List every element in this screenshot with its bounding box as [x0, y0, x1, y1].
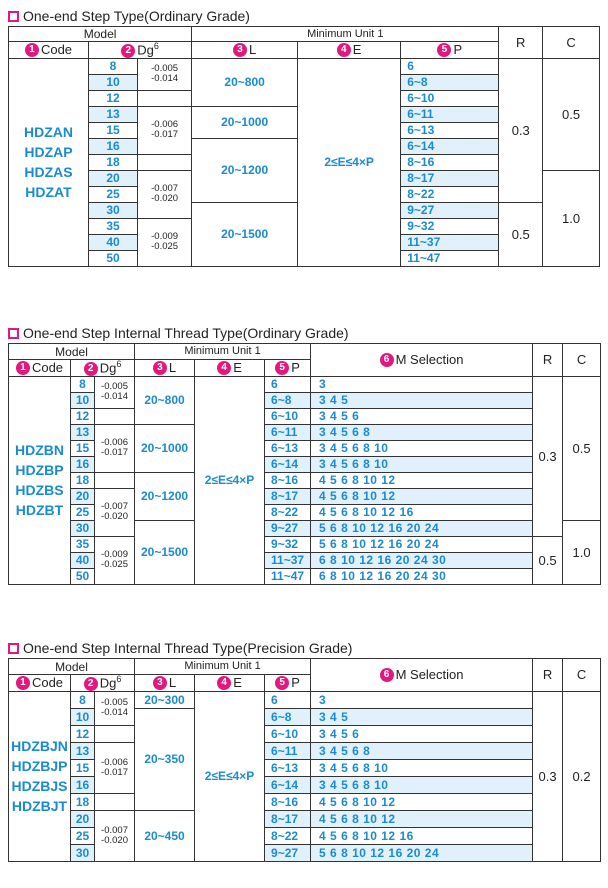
number-3-icon: 3	[233, 43, 247, 57]
m-selection-cell: 4 5 6 8 10 12 16	[311, 504, 533, 520]
model-header: Model	[9, 344, 135, 360]
dg-cell: 10	[88, 74, 137, 90]
dg-header: 2 Dg$^6$	[71, 360, 135, 377]
dg-cell: 18	[71, 793, 95, 810]
m-selection-cell: 3 4 5 6 8	[311, 742, 533, 759]
m-selection-cell: 6 8 10 12 16 20 24 30	[311, 568, 533, 584]
p-cell: 8~17	[265, 488, 311, 504]
e-header: 4 E	[195, 360, 265, 377]
number-4-icon: 4	[217, 361, 231, 375]
p-cell: 6~11	[401, 106, 499, 122]
tolerance-cell: -0.009 -0.025	[138, 218, 192, 266]
dg-cell: 30	[71, 844, 95, 861]
c-header: C	[563, 344, 601, 377]
m-selection-header: 6 M Selection	[311, 344, 533, 377]
number-2-icon: 2	[121, 44, 135, 58]
p-cell: 6~10	[401, 90, 499, 106]
l-range-cell: 20~1200	[135, 472, 195, 520]
number-5-icon: 5	[275, 361, 289, 375]
dg-cell: 18	[71, 472, 95, 488]
tolerance-cell: -0.005 -0.014	[95, 691, 135, 725]
m-selection-cell: 4 5 6 8 10 12	[311, 793, 533, 810]
number-4-icon: 4	[217, 676, 231, 690]
section-internal-thread-ordinary	[8, 323, 600, 585]
dg-cell: 15	[71, 759, 95, 776]
model-header: Model	[9, 27, 192, 42]
tolerance-cell: -0.007 -0.020	[95, 810, 135, 861]
dg-cell: 35	[71, 536, 95, 552]
r-value: 0.5	[533, 536, 563, 584]
l-range-cell: 20~450	[135, 810, 195, 861]
dg-cell: 8	[71, 376, 95, 392]
p-cell: 8~22	[265, 504, 311, 520]
number-3-icon: 3	[153, 361, 167, 375]
dg-cell: 8	[71, 691, 95, 708]
number-5-icon: 5	[275, 676, 289, 690]
dg-cell: 12	[71, 725, 95, 742]
number-4-icon: 4	[337, 43, 351, 57]
e-range-cell: 2≤E≤4×P	[195, 376, 265, 584]
m-selection-cell: 3 4 5 6	[311, 725, 533, 742]
m-selection-cell: 5 6 8 10 12 16 20 24	[311, 536, 533, 552]
m-selection-cell: 3 4 5 6 8 10	[311, 440, 533, 456]
m-selection-header: 6 M Selection	[311, 659, 533, 692]
p-cell: 6~10	[265, 725, 311, 742]
tolerance-blank	[95, 408, 135, 424]
r-header: R	[499, 27, 543, 59]
number-5-icon: 5	[437, 43, 451, 57]
dg-cell: 25	[71, 504, 95, 520]
c-value: 0.5	[563, 376, 601, 520]
dg-cell: 15	[71, 440, 95, 456]
c-header: C	[543, 27, 600, 59]
number-3-icon: 3	[153, 676, 167, 690]
number-2-icon: 2	[84, 677, 98, 691]
m-selection-cell: 3 4 5 6 8 10	[311, 759, 533, 776]
model-codes: HDZBN HDZBP HDZBS HDZBT	[9, 376, 71, 584]
l-header: 3 L	[135, 675, 195, 692]
dg-cell: 25	[71, 827, 95, 844]
m-selection-cell: 4 5 6 8 10 12	[311, 488, 533, 504]
section-internal-thread-precision	[8, 638, 600, 862]
l-range-cell: 20~350	[135, 708, 195, 810]
tolerance-blank	[138, 90, 192, 106]
l-range-cell: 20~300	[135, 691, 195, 708]
dg-cell: 10	[71, 708, 95, 725]
p-cell: 6~11	[265, 742, 311, 759]
p-cell: 6~14	[401, 138, 499, 154]
p-cell: 11~37	[265, 552, 311, 568]
tolerance-cell: -0.009 -0.025	[95, 536, 135, 584]
dg-cell: 35	[88, 218, 137, 234]
e-header: 4 E	[298, 42, 401, 59]
l-range-cell: 20~1500	[192, 202, 298, 266]
dg-cell: 16	[71, 456, 95, 472]
r-header: R	[533, 659, 563, 692]
tolerance-cell: -0.007 -0.020	[138, 170, 192, 218]
section-title: One-end Step Internal Thread Type(Precision Grade)	[8, 638, 600, 658]
e-header: 4 E	[195, 675, 265, 692]
p-cell: 6~10	[265, 408, 311, 424]
code-header: 1 Code	[9, 360, 71, 377]
p-cell: 6~13	[401, 122, 499, 138]
m-selection-cell: 3 4 5 6 8	[311, 424, 533, 440]
m-selection-cell: 3	[311, 691, 533, 708]
p-cell: 6~8	[401, 74, 499, 90]
tolerance-cell: -0.006 -0.017	[138, 106, 192, 154]
m-selection-cell: 3 4 5 6 8 10	[311, 776, 533, 793]
l-range-cell: 20~800	[192, 58, 298, 106]
dg-cell: 15	[88, 122, 137, 138]
p-header: 5 P	[265, 360, 311, 377]
number-1-icon: 1	[16, 676, 30, 690]
tolerance-cell: -0.006 -0.017	[95, 742, 135, 793]
p-cell: 6~14	[265, 456, 311, 472]
l-header: 3 L	[192, 42, 298, 59]
e-range-cell: 2≤E≤4×P	[298, 58, 401, 266]
p-cell: 6	[265, 376, 311, 392]
dg-cell: 8	[88, 58, 137, 74]
dg-cell: 12	[88, 90, 137, 106]
p-header: 5 P	[265, 675, 311, 692]
tolerance-blank	[95, 472, 135, 488]
square-bullet-icon	[8, 643, 19, 654]
min-unit-header: Minimum Unit 1	[135, 344, 311, 360]
dg-cell: 50	[88, 250, 137, 266]
l-range-cell: 20~1500	[135, 520, 195, 584]
m-selection-cell: 3 4 5 6 8 10	[311, 456, 533, 472]
dg-cell: 30	[71, 520, 95, 536]
dg-cell: 25	[88, 186, 137, 202]
square-bullet-icon	[8, 11, 19, 22]
p-cell: 6~11	[265, 424, 311, 440]
r-value: 0.3	[533, 691, 563, 861]
dg-cell: 20	[71, 810, 95, 827]
m-selection-cell: 4 5 6 8 10 12	[311, 472, 533, 488]
p-cell: 6~13	[265, 440, 311, 456]
tolerance-cell: -0.007 -0.020	[95, 488, 135, 536]
e-range-cell: 2≤E≤4×P	[195, 691, 265, 861]
tolerance-blank	[138, 154, 192, 170]
code-header: 1 Code	[9, 42, 89, 59]
c-value: 1.0	[543, 170, 600, 266]
dg-cell: 20	[71, 488, 95, 504]
number-1-icon: 1	[25, 43, 39, 57]
p-cell: 8~16	[265, 472, 311, 488]
c-value: 1.0	[563, 520, 601, 584]
number-6-icon: 6	[380, 668, 394, 682]
dg-cell: 12	[71, 408, 95, 424]
m-selection-cell: 5 6 8 10 12 16 20 24	[311, 520, 533, 536]
tolerance-blank	[95, 793, 135, 810]
m-selection-cell: 4 5 6 8 10 12	[311, 810, 533, 827]
min-unit-header: Minimum Unit 1	[135, 659, 311, 675]
m-selection-cell: 3 4 5	[311, 392, 533, 408]
dg-cell: 18	[88, 154, 137, 170]
l-range-cell: 20~800	[135, 376, 195, 424]
number-1-icon: 1	[16, 361, 30, 375]
dg-cell: 50	[71, 568, 95, 584]
c-header: C	[563, 659, 601, 692]
code-header: 1 Code	[9, 675, 71, 692]
p-cell: 6	[265, 691, 311, 708]
dg-cell: 20	[88, 170, 137, 186]
model-header: Model	[9, 659, 135, 675]
dg-cell: 40	[71, 552, 95, 568]
dg-header: 2 Dg$^6$	[71, 675, 135, 692]
p-cell: 6	[401, 58, 499, 74]
dg-cell: 13	[71, 742, 95, 759]
spec-table	[8, 343, 601, 585]
tolerance-blank	[95, 725, 135, 742]
p-header: 5 P	[401, 42, 499, 59]
number-6-icon: 6	[380, 353, 394, 367]
section-title: One-end Step Type(Ordinary Grade)	[8, 6, 600, 26]
m-selection-cell: 4 5 6 8 10 12 16	[311, 827, 533, 844]
dg-cell: 30	[88, 202, 137, 218]
p-cell: 6~14	[265, 776, 311, 793]
r-value: 0.3	[533, 376, 563, 536]
c-value: 0.5	[543, 58, 600, 170]
m-selection-cell: 3 4 5 6	[311, 408, 533, 424]
p-cell: 8~16	[265, 793, 311, 810]
dg-cell: 40	[88, 234, 137, 250]
p-cell: 8~22	[265, 827, 311, 844]
p-cell: 9~32	[265, 536, 311, 552]
model-codes: HDZBJN HDZBJP HDZBJS HDZBJT	[9, 691, 71, 861]
m-selection-cell: 3	[311, 376, 533, 392]
dg-header: 2 Dg$^6$	[88, 42, 191, 59]
m-selection-cell: 6 8 10 12 16 20 24 30	[311, 552, 533, 568]
p-cell: 6~8	[265, 708, 311, 725]
dg-cell: 10	[71, 392, 95, 408]
r-header: R	[533, 344, 563, 377]
l-range-cell: 20~1000	[135, 424, 195, 472]
c-value: 0.2	[563, 691, 601, 861]
dg-cell: 13	[88, 106, 137, 122]
l-header: 3 L	[135, 360, 195, 377]
r-value: 0.3	[499, 58, 543, 202]
p-cell: 9~27	[265, 844, 311, 861]
p-cell: 8~17	[265, 810, 311, 827]
p-cell: 11~37	[401, 234, 499, 250]
tolerance-cell: -0.006 -0.017	[95, 424, 135, 472]
tolerance-cell: -0.005 -0.014	[138, 58, 192, 90]
l-range-cell: 20~1200	[192, 138, 298, 202]
p-cell: 6~8	[265, 392, 311, 408]
p-cell: 9~27	[401, 202, 499, 218]
p-cell: 6~13	[265, 759, 311, 776]
p-cell: 8~22	[401, 186, 499, 202]
p-cell: 11~47	[401, 250, 499, 266]
section-title: One-end Step Internal Thread Type(Ordinary Grade)	[8, 323, 600, 343]
p-cell: 9~32	[401, 218, 499, 234]
p-cell: 11~47	[265, 568, 311, 584]
p-cell: 8~17	[401, 170, 499, 186]
r-value: 0.5	[499, 202, 543, 266]
min-unit-header: Minimum Unit 1	[192, 27, 499, 42]
spec-table	[8, 26, 600, 267]
section-one-end-step-type	[8, 6, 600, 267]
m-selection-cell: 5 6 8 10 12 16 20 24	[311, 844, 533, 861]
spec-table	[8, 658, 601, 862]
square-bullet-icon	[8, 328, 19, 339]
model-codes: HDZAN HDZAP HDZAS HDZAT	[9, 58, 89, 266]
p-cell: 8~16	[401, 154, 499, 170]
p-cell: 9~27	[265, 520, 311, 536]
dg-cell: 16	[71, 776, 95, 793]
tolerance-cell: -0.005 -0.014	[95, 376, 135, 408]
number-2-icon: 2	[84, 362, 98, 376]
m-selection-cell: 3 4 5	[311, 708, 533, 725]
l-range-cell: 20~1000	[192, 106, 298, 138]
dg-cell: 16	[88, 138, 137, 154]
dg-cell: 13	[71, 424, 95, 440]
